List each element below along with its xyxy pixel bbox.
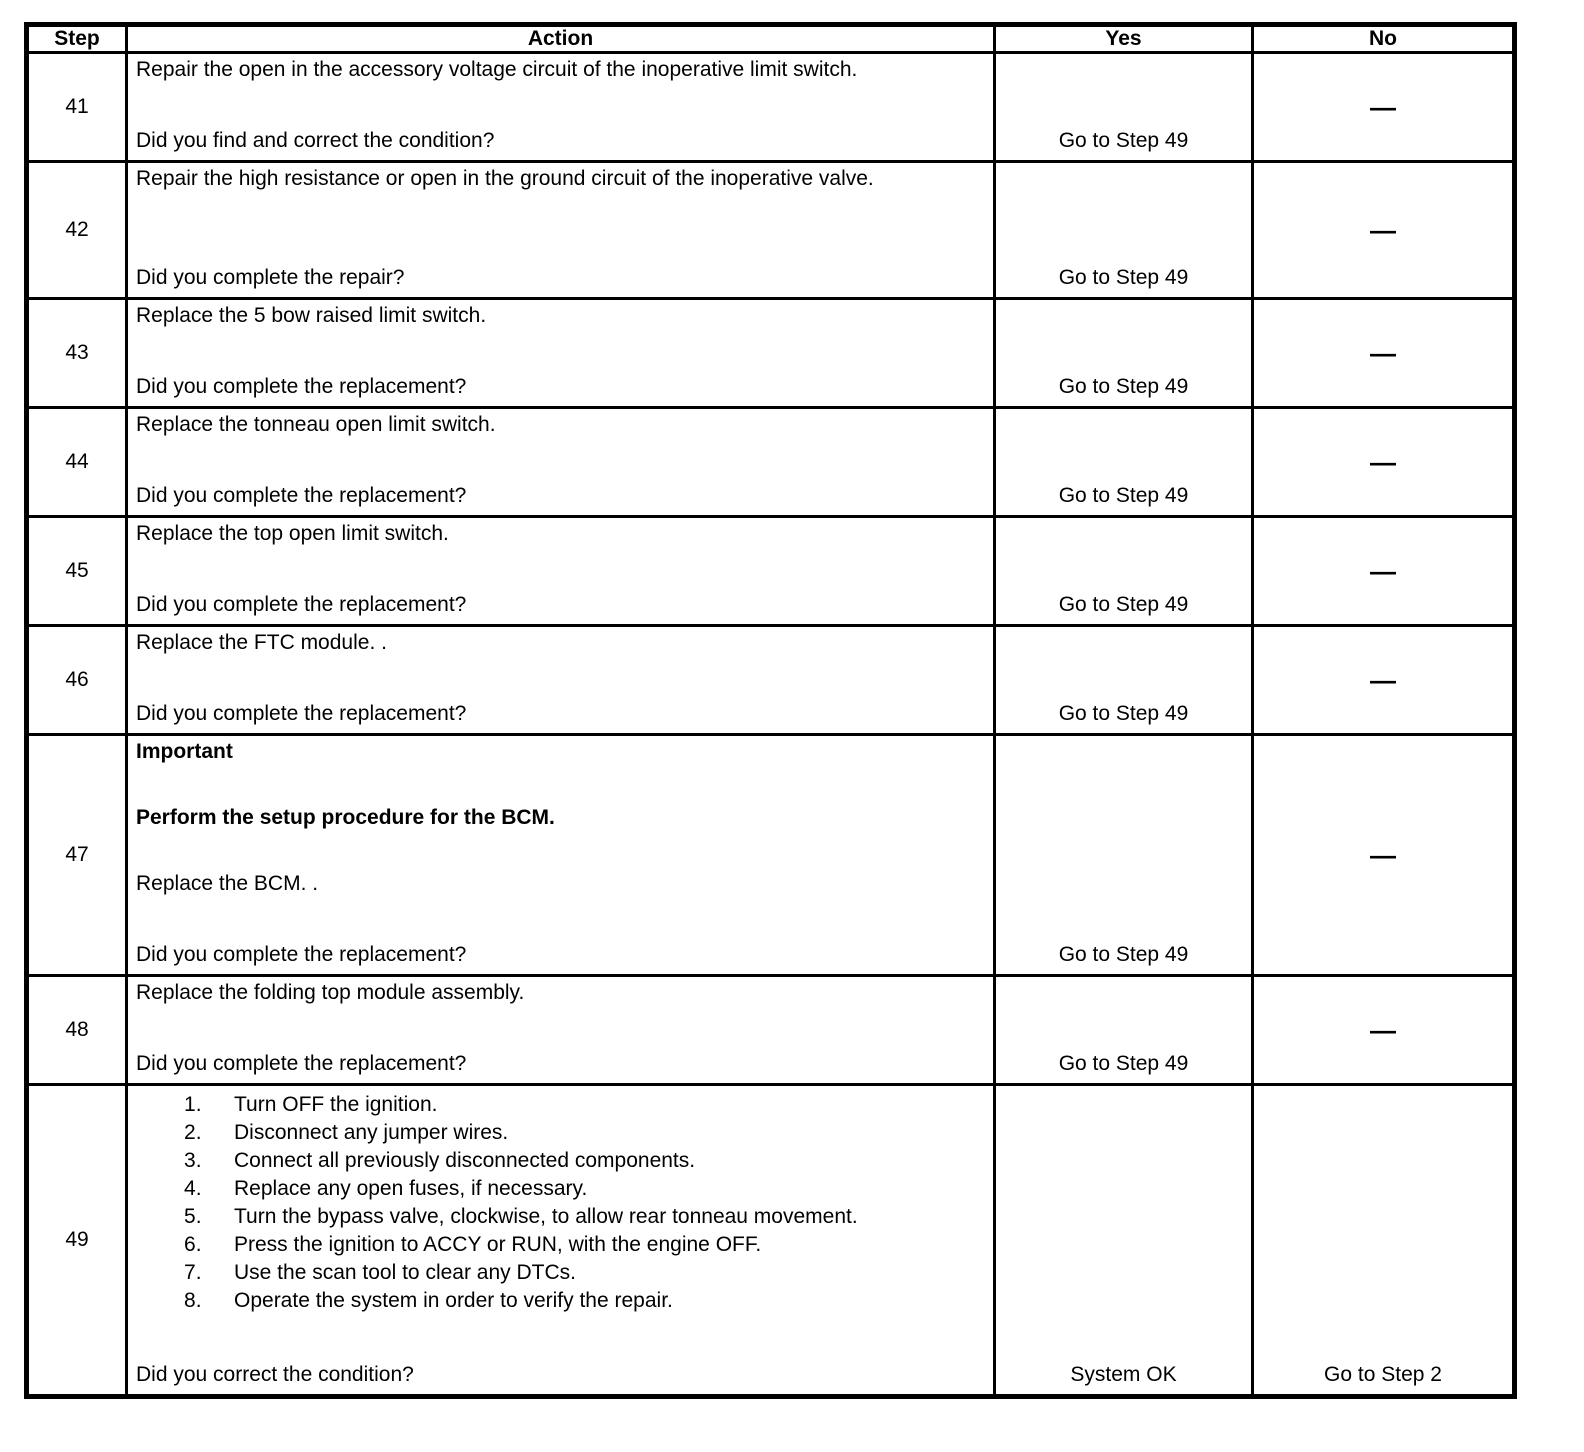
yes-text: Go to Step 49 [1058, 375, 1189, 398]
list-item: Turn OFF the ignition. [234, 1093, 438, 1116]
no-dash: — [1370, 337, 1396, 368]
header-yes: Yes [995, 25, 1253, 53]
no-dash: — [1370, 1014, 1396, 1045]
no-cell [1253, 408, 1515, 517]
step-cell [27, 408, 127, 517]
action-text [136, 630, 983, 696]
step-cell [27, 162, 127, 299]
yes-text: Go to Step 49 [1058, 266, 1189, 289]
yes-text: Go to Step 49 [1058, 129, 1189, 152]
action-cell [127, 1085, 995, 1397]
no-cell [1253, 735, 1515, 976]
no-cell [1253, 299, 1515, 408]
no-cell [1253, 517, 1515, 626]
action-text [136, 412, 983, 478]
yes-cell [995, 735, 1253, 976]
list-item: Press the ignition to ACCY or RUN, with the engine OFF. [234, 1233, 762, 1256]
no-cell [1253, 976, 1515, 1085]
header-row [27, 25, 1515, 53]
action-question: Did you complete the repair? [136, 266, 405, 289]
action-text [136, 57, 983, 123]
step-cell [27, 626, 127, 735]
no-dash: — [1370, 664, 1396, 695]
table-row [27, 735, 1515, 976]
action-question: Did you complete the replacement? [136, 1052, 467, 1075]
no-cell [1253, 1085, 1515, 1397]
action-content [128, 1086, 993, 1394]
step-number: 41 [65, 95, 89, 118]
action-paragraph: Perform the setup procedure for the BCM. [136, 806, 555, 829]
no-dash: — [1370, 839, 1396, 870]
action-content [128, 977, 993, 1083]
action-content [128, 736, 993, 974]
diagnostic-steps-table [24, 22, 1517, 1399]
action-question: Did you complete the replacement? [136, 943, 467, 966]
no-dash: — [1370, 555, 1396, 586]
action-cell [127, 162, 995, 299]
action-content [128, 627, 993, 733]
action-cell [127, 735, 995, 976]
step-cell [27, 517, 127, 626]
step-number: 49 [65, 1228, 89, 1251]
yes-cell [995, 408, 1253, 517]
action-cell [127, 299, 995, 408]
table-row [27, 53, 1515, 162]
action-question: Did you find and correct the condition? [136, 129, 495, 152]
table-row [27, 976, 1515, 1085]
action-paragraph: Repair the high resistance or open in the ground circuit of the inoperative valve. [136, 167, 874, 190]
step-cell [27, 1085, 127, 1397]
action-paragraph: Replace the folding top module assembly. [136, 981, 525, 1004]
action-paragraph: Replace the BCM. . [136, 872, 319, 895]
yes-text: Go to Step 49 [1058, 702, 1189, 725]
list-item: Replace any open fuses, if necessary. [234, 1177, 588, 1200]
action-cell [127, 408, 995, 517]
action-paragraph: Replace the tonneau open limit switch. [136, 413, 496, 436]
action-paragraph: Replace the FTC module. . [136, 631, 387, 654]
no-text: Go to Step 2 [1324, 1363, 1442, 1386]
table-row [27, 408, 1515, 517]
list-item: Operate the system in order to verify the repair. [234, 1289, 673, 1312]
table-row [27, 517, 1515, 626]
step-number: 45 [65, 559, 89, 582]
action-text [136, 739, 983, 937]
step-number: 42 [65, 218, 89, 241]
action-paragraph: Repair the open in the accessory voltage circuit of the inoperative limit switch. [136, 58, 858, 81]
yes-cell [995, 976, 1253, 1085]
table-row [27, 299, 1515, 408]
step-number: 48 [65, 1018, 89, 1041]
action-text [136, 1089, 983, 1315]
yes-text: Go to Step 49 [1058, 593, 1189, 616]
list-item: Disconnect any jumper wires. [234, 1121, 509, 1144]
action-content [128, 163, 993, 297]
action-question: Did you complete the replacement? [136, 484, 467, 507]
action-content [128, 409, 993, 515]
yes-cell [995, 162, 1253, 299]
step-cell [27, 53, 127, 162]
table-row [27, 1085, 1515, 1397]
yes-cell [995, 517, 1253, 626]
no-dash: — [1370, 446, 1396, 477]
step-number: 47 [65, 843, 89, 866]
step-cell [27, 735, 127, 976]
action-question: Did you complete the replacement? [136, 593, 467, 616]
list-item: Use the scan tool to clear any DTCs. [234, 1261, 576, 1284]
no-cell [1253, 626, 1515, 735]
header-action: Action [127, 25, 995, 53]
header-step: Step [27, 25, 127, 53]
action-cell [127, 53, 995, 162]
action-content [128, 518, 993, 624]
no-dash: — [1370, 91, 1396, 122]
table-row [27, 626, 1515, 735]
action-text [136, 303, 983, 369]
yes-cell [995, 53, 1253, 162]
action-text [136, 166, 983, 232]
action-text [136, 521, 983, 587]
yes-text: Go to Step 49 [1058, 943, 1189, 966]
header-no: No [1253, 25, 1515, 53]
step-cell [27, 299, 127, 408]
yes-cell [995, 299, 1253, 408]
yes-text: Go to Step 49 [1058, 484, 1189, 507]
no-dash: — [1370, 214, 1396, 245]
action-numbered-list [136, 1091, 983, 1315]
action-text [136, 980, 983, 1046]
step-number: 43 [65, 341, 89, 364]
step-number: 46 [65, 668, 89, 691]
action-paragraph: Replace the top open limit switch. [136, 522, 449, 545]
yes-text: Go to Step 49 [1058, 1052, 1189, 1075]
action-paragraph: Replace the 5 bow raised limit switch. [136, 304, 487, 327]
action-question: Did you complete the replacement? [136, 702, 467, 725]
action-cell [127, 626, 995, 735]
no-cell [1253, 162, 1515, 299]
list-item: Connect all previously disconnected components. [234, 1149, 696, 1172]
action-question: Did you complete the replacement? [136, 375, 467, 398]
table-row [27, 162, 1515, 299]
action-content [128, 54, 993, 160]
action-paragraph: Important [136, 740, 233, 763]
no-cell [1253, 53, 1515, 162]
step-number: 44 [65, 450, 89, 473]
steps-table-body [27, 53, 1515, 1397]
action-cell [127, 517, 995, 626]
step-cell [27, 976, 127, 1085]
list-item: Turn the bypass valve, clockwise, to allow rear tonneau movement. [234, 1205, 858, 1228]
action-content [128, 300, 993, 406]
yes-cell [995, 626, 1253, 735]
action-question: Did you correct the condition? [136, 1363, 414, 1386]
yes-text: System OK [1070, 1363, 1177, 1386]
yes-cell [995, 1085, 1253, 1397]
action-cell [127, 976, 995, 1085]
